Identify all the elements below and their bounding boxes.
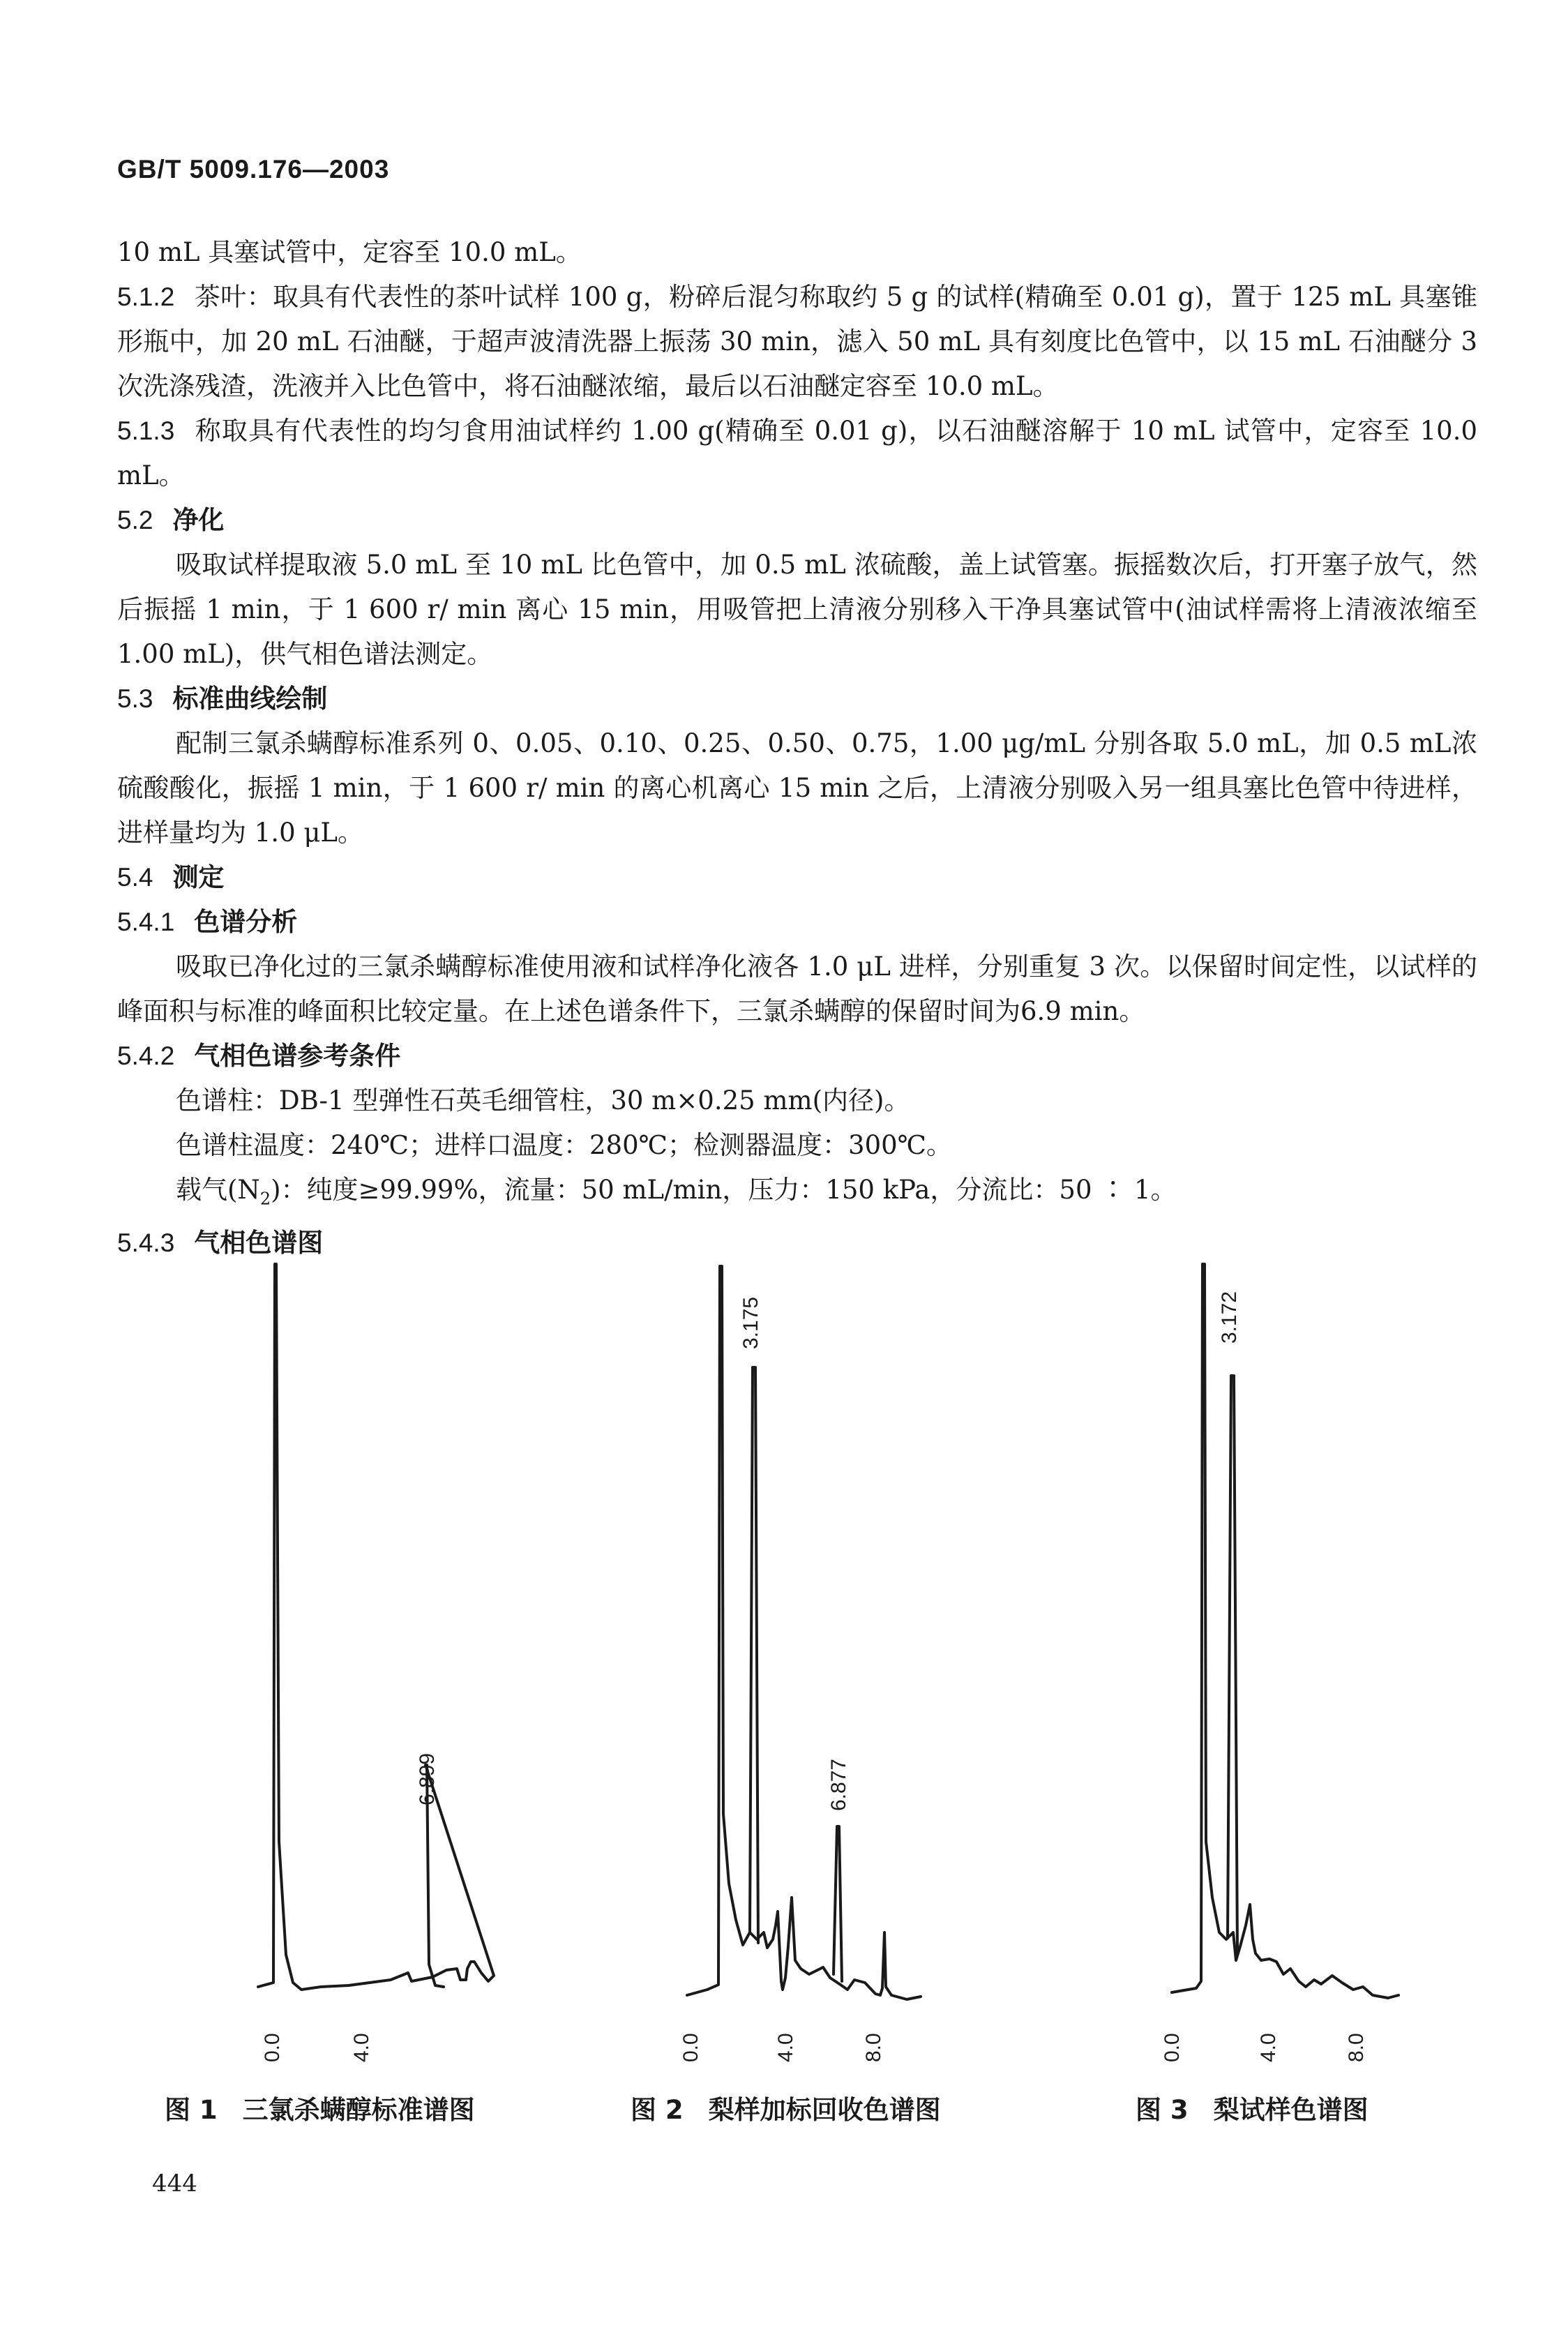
chromatogram-2-peak-3175 bbox=[750, 1367, 758, 1943]
section-text: 茶叶：取具有代表性的茶叶试样 100 g，粉碎后混匀称取约 5 g 的试样(精确至 0.01 g)，置于 125 mL 具塞锥形瓶中，加 20 mL 石油醚，于超声波清洗器上振荡 30 min，滤入 50 mL 具有刻度比色管中，以 15 mL 石油醚分 3 次洗涤残渣，洗液并入比色管中，将石油醚浓缩，最后以石油醚定容至 10.0 mL。 bbox=[117, 282, 1477, 401]
gc-condition-column: 色谱柱：DB-1 型弹性石英毛细管柱，30 m×0.25 mm(内径)。 bbox=[176, 1085, 910, 1115]
figure-number: 图 1 bbox=[165, 2095, 218, 2125]
carrier-gas-rest: )：纯度≥99.99%，流量：50 mL/min，压力：150 kPa，分流比：50 ∶ 1。 bbox=[271, 1175, 1177, 1205]
section-title: 气相色谱参考条件 bbox=[194, 1041, 401, 1071]
figure-1-caption bbox=[165, 2089, 475, 2126]
fig2-tick-8: 8.0 bbox=[862, 2033, 885, 2062]
fig3-tick-4: 4.0 bbox=[1257, 2033, 1280, 2062]
section-5-4-1-text: 吸取已净化过的三氯杀螨醇标准使用液和试样净化液各 1.0 μL 进样，分别重复 3 次。以保留时间定性，以试样的峰面积与标准的峰面积比较定量。在上述色谱条件下，三氯杀螨醇的保留时间为6.9 min。 bbox=[117, 952, 1477, 1026]
figure-title: 梨试样色谱图 bbox=[1213, 2095, 1369, 2125]
section-number: 5.3 bbox=[117, 684, 153, 713]
figure-title: 三氯杀螨醇标准谱图 bbox=[242, 2095, 475, 2125]
gc-condition-temperature: 色谱柱温度：240℃；进样口温度：280℃；检测器温度：300℃。 bbox=[176, 1130, 953, 1160]
figure-number: 图 2 bbox=[631, 2095, 684, 2125]
chromatogram-2-trace bbox=[687, 1266, 921, 1999]
figure-number: 图 3 bbox=[1136, 2095, 1189, 2125]
chromatogram-3-peak-3172 bbox=[1228, 1376, 1237, 1953]
peak-label-3172: 3.172 bbox=[1218, 1291, 1241, 1344]
section-5-3-text: 配制三氯杀螨醇标准系列 0、0.05、0.10、0.25、0.50、0.75，1.00 μg/mL 分别各取 5.0 mL，加 0.5 mL浓硫酸酸化，振摇 1 min，于 1 600 r/ min 的离心机离心 15 min 之后，上清液分别吸入另一组具塞比色管中待进样，进样量均为 1.0 μL。 bbox=[117, 728, 1477, 848]
section-title: 标准曲线绘制 bbox=[172, 684, 328, 714]
peak-label-6877: 6.877 bbox=[827, 1758, 850, 1811]
section-title: 气相色谱图 bbox=[194, 1228, 324, 1259]
section-number: 5.1.3 bbox=[117, 416, 175, 445]
figure-2-caption bbox=[631, 2089, 941, 2126]
chromatogram-2-peak-6877 bbox=[834, 1826, 842, 1981]
section-number: 5.4 bbox=[117, 863, 153, 892]
section-number: 5.2 bbox=[117, 506, 153, 534]
peak-label-6899: 6.899 bbox=[416, 1752, 439, 1805]
chromatogram-3-trace bbox=[1172, 1264, 1399, 1998]
carrier-gas-prefix: 载气(N bbox=[176, 1175, 260, 1205]
fig2-tick-0: 0.0 bbox=[679, 2033, 702, 2062]
section-number: 5.4.3 bbox=[117, 1229, 175, 1258]
section-title: 色谱分析 bbox=[194, 907, 298, 937]
peak-label-3175: 3.175 bbox=[739, 1296, 762, 1349]
section-title: 测定 bbox=[172, 862, 225, 892]
fig2-tick-4: 4.0 bbox=[774, 2033, 797, 2062]
section-title: 净化 bbox=[172, 505, 225, 535]
section-number: 5.1.2 bbox=[117, 283, 175, 311]
figure-title: 梨样加标回收色谱图 bbox=[708, 2095, 941, 2125]
section-number: 5.4.1 bbox=[117, 908, 175, 936]
paragraph-continuation: 10 mL 具塞试管中，定容至 10.0 mL。 bbox=[117, 237, 582, 267]
figure-3-caption bbox=[1136, 2089, 1369, 2126]
chromatogram-1-trace bbox=[258, 1264, 494, 1990]
standard-number-header: GB/T 5009.176—2003 bbox=[117, 155, 390, 183]
section-5-2-text: 吸取试样提取液 5.0 mL 至 10 mL 比色管中，加 0.5 mL 浓硫酸，盖上试管塞。振摇数次后，打开塞子放气，然后振摇 1 min，于 1 600 r/ min 离心 15 min，用吸管把上清液分别移入干净具塞试管中(油试样需将上清液浓缩至 1.00 mL)，供气相色谱法测定。 bbox=[117, 550, 1477, 669]
fig3-tick-8: 8.0 bbox=[1345, 2033, 1368, 2062]
section-number: 5.4.2 bbox=[117, 1042, 175, 1070]
section-text: 称取具有代表性的均匀食用油试样约 1.00 g(精确至 0.01 g)，以石油醚溶解于 10 mL 试管中，定容至 10.0 mL。 bbox=[117, 416, 1477, 490]
fig3-tick-0: 0.0 bbox=[1161, 2033, 1184, 2062]
subscript-2: 2 bbox=[259, 1189, 271, 1209]
fig1-tick-4: 4.0 bbox=[350, 2033, 373, 2062]
page-number: 444 bbox=[152, 2170, 197, 2198]
fig1-tick-0: 0.0 bbox=[261, 2033, 284, 2062]
